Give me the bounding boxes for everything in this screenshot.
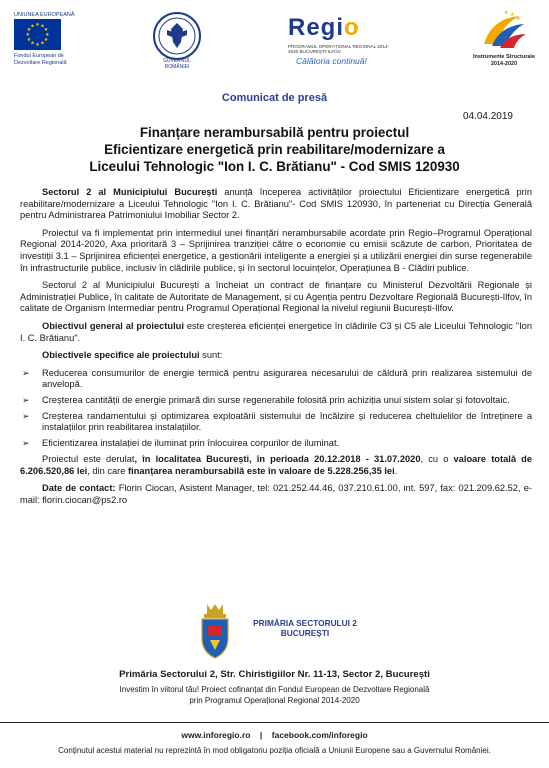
- document-title: [20, 124, 529, 175]
- press-release-label: Comunicat de presă: [221, 92, 328, 104]
- paragraph-specific-objectives: [20, 350, 532, 362]
- contact-text: Florin Ciocan, Asistent Manager, tel: 021.252.44.46, 037.210.61.00, int. 597, fax: 021.209.62.52, e-mail: florin.ciocan@ps2.ro: [20, 483, 532, 506]
- list-item: [20, 411, 532, 434]
- is-caption-line1: Instrumente Structurale: [472, 54, 536, 60]
- p5-text: sunt:: [199, 350, 223, 361]
- release-date: 04.04.2019: [462, 111, 513, 122]
- footer-disclaimer: Conținutul acestui material nu reprezintă în mod obligatoriu poziția oficială a Uniunii Europene sau a Guvernului României.: [58, 746, 491, 755]
- title-line2: Eficientizare energetică prin reabilitare/modernizare a: [104, 142, 445, 157]
- eu-flag-icon: [14, 19, 61, 50]
- arrow-bullet-icon: ➢: [22, 437, 30, 448]
- p6-text-a: Proiectul este derulat: [42, 454, 135, 465]
- paragraph-financing: Proiectul va fi implementat prin intermediul unei finanțări nerambursabile acordate prin Regio–Programul Operațional Regional 2014-2020, Axa prioritară 3 – Sprijinirea tranziției către o economie cu emisii scăzute de carbon, Prioritatea de investiții 3.1 – Sprijinirea eficienței energetice, a gestionării inteligente a energiei și a utilizării energiei din surse regenerabile în infrastructurile publice, inclusiv în clădirile publice, și în sectorul locuințelor, Operațiunea B - Clădiri publice.: [20, 227, 532, 273]
- regio-logo: [288, 14, 360, 42]
- svg-text:★: ★: [45, 32, 50, 38]
- svg-text:★: ★: [516, 16, 521, 22]
- list-item: [20, 368, 532, 391]
- p6-total-value: valoare totală de 6.206.520,86 lei: [20, 454, 532, 476]
- p4-text: este creșterea eficienței energetice în clădirile C3 și C5 ale Liceului Tehnologic "Ion I. C. Brătianu".: [20, 320, 532, 343]
- eu-caption-line1: Fondul European de: [14, 53, 64, 59]
- arrow-bullet-icon: ➢: [22, 410, 30, 421]
- svg-text:★: ★: [43, 27, 49, 33]
- paragraph-intro: [20, 187, 532, 222]
- arrow-bullet-icon: ➢: [22, 367, 30, 378]
- invest-line2: prin Programul Operațional Regional 2014-2020: [189, 695, 360, 705]
- svg-text:★: ★: [43, 37, 49, 43]
- title-line3: Liceului Tehnologic "Ion I. C. Brătianu" - Cod SMIS 120930: [89, 159, 460, 174]
- regio-tagline: Călătoria continuă!: [296, 56, 367, 66]
- svg-text:★: ★: [504, 10, 509, 16]
- svg-text:★: ★: [35, 42, 40, 48]
- footer-links: [0, 730, 549, 740]
- footer-divider: [0, 722, 549, 723]
- document-body: [20, 187, 532, 513]
- footer-invest: [0, 685, 549, 706]
- p6-period: , în localitatea București, în perioada 20.12.2018 - 31.07.2020: [134, 454, 421, 465]
- svg-text:★: ★: [26, 27, 32, 33]
- svg-text:★: ★: [25, 32, 30, 38]
- objectives-list: [20, 368, 532, 450]
- list-item: [20, 395, 532, 407]
- svg-text:★: ★: [35, 22, 40, 28]
- svg-text:★: ★: [30, 40, 35, 47]
- is-caption-line2: 2014-2020: [490, 60, 518, 67]
- p6-text-g: .: [394, 465, 398, 476]
- eu-caption: [14, 53, 67, 66]
- contact-label: Date de contact:: [42, 483, 116, 494]
- p5-bold: Obiectivele specifice ale proiectului: [42, 350, 200, 361]
- svg-text:★: ★: [40, 23, 45, 30]
- regio-subtitle: PROGRAMUL OPERAȚIONAL REGIONAL 2014-2020 BUCUREȘTI-ILFOV: [288, 44, 390, 54]
- primaria-logo-text: [240, 618, 370, 638]
- p6-text-c: , cu o: [420, 454, 454, 465]
- paragraph-period-value: [20, 454, 532, 477]
- list-item: [20, 438, 532, 450]
- p1-bold: Sectorul 2 al Municipiului București: [42, 187, 218, 197]
- paragraph-contract: Sectorul 2 al Municipiului București a încheiat un contract de finanțare cu Ministerul Dezvoltării Regionale și Administrației Publice, în calitate de Autoritate de Management, și cu Agenția pentru Dezvoltare Regională București-Ilfov, în calitate de Organism Intermediar pentru Programul Operațional Regional la nivelul regiunii București-Ilfov.: [20, 280, 532, 314]
- p4-bold: Obiectivul general al proiectului: [42, 320, 184, 331]
- primaria-line2: BUCUREȘTI: [280, 628, 330, 638]
- instrumente-structurale-caption: [462, 54, 546, 67]
- footer-address: Primăria Sectorului 2, Str. Chiristigiilor Nr. 11-13, Sector 2, București: [119, 669, 430, 680]
- paragraph-contact: [20, 483, 532, 506]
- link-separator: |: [259, 730, 263, 740]
- p6-grant-value: finanțarea nerambursabilă este în valoare de 5.228.256,35 lei: [128, 465, 395, 476]
- svg-text:★: ★: [40, 40, 45, 47]
- p1-text: anunță începerea activităților proiectului Eficientizare energetică prin reabilitare/modernizare a Liceului Tehnologic "Ion I. C. Brătianu"- Cod SMIS 120930, în parteneriat cu Direcția Generală pentru Administrarea Patrimoniului Imobiliar Sector 2.: [20, 187, 532, 221]
- regio-name: Regi: [288, 14, 345, 41]
- list-item-text: Reducerea consumurilor de energie termică pentru asigurarea necesarului de căldură prin realizarea sistemului de anvelopă.: [42, 367, 532, 390]
- svg-text:★: ★: [30, 23, 35, 30]
- gov-caption: GUVERNUL ROMÂNIEI: [163, 58, 191, 70]
- svg-text:★: ★: [26, 37, 32, 43]
- list-item-text: Creșterea cantității de energie primară din surse regenerabile folosită prin achiziția unui sistem solar și fotovoltaic.: [42, 394, 510, 405]
- list-item-text: Eficientizarea instalației de iluminat prin înlocuirea corpurilor de iluminat.: [42, 437, 340, 448]
- arrow-bullet-icon: ➢: [22, 394, 30, 405]
- facebook-link[interactable]: facebook.com/inforegio: [271, 730, 368, 740]
- regio-name-o: o: [344, 14, 360, 41]
- inforegio-link[interactable]: www.inforegio.ro: [181, 730, 251, 740]
- sector2-crest-icon: [198, 602, 232, 660]
- invest-line1: Investim în viitorul tău! Proiect cofinanțat din Fondul European de Dezvoltare Regională: [119, 685, 430, 694]
- primaria-line1: PRIMĂRIA SECTORULUI 2: [253, 618, 357, 628]
- paragraph-general-objective: [20, 321, 532, 344]
- list-item-text: Creșterea randamentului și optimizarea exploatării sistemului de încălzire și reducerea cheltuielilor de întreținere a instalațiilor prin reabilitarea instalațiilor.: [42, 410, 532, 433]
- instrumente-structurale-logo-icon: [480, 10, 528, 50]
- romanian-government-seal-icon: [153, 12, 201, 60]
- eu-label: UNIUNEA EUROPEANĂ: [14, 12, 75, 18]
- p6-text-e: , din care: [87, 465, 129, 476]
- svg-text:★: ★: [510, 12, 515, 18]
- eu-caption-line2: Dezvoltare Regională: [14, 59, 67, 66]
- title-line1: Finanțare nerambursabilă pentru proiectul: [139, 125, 410, 140]
